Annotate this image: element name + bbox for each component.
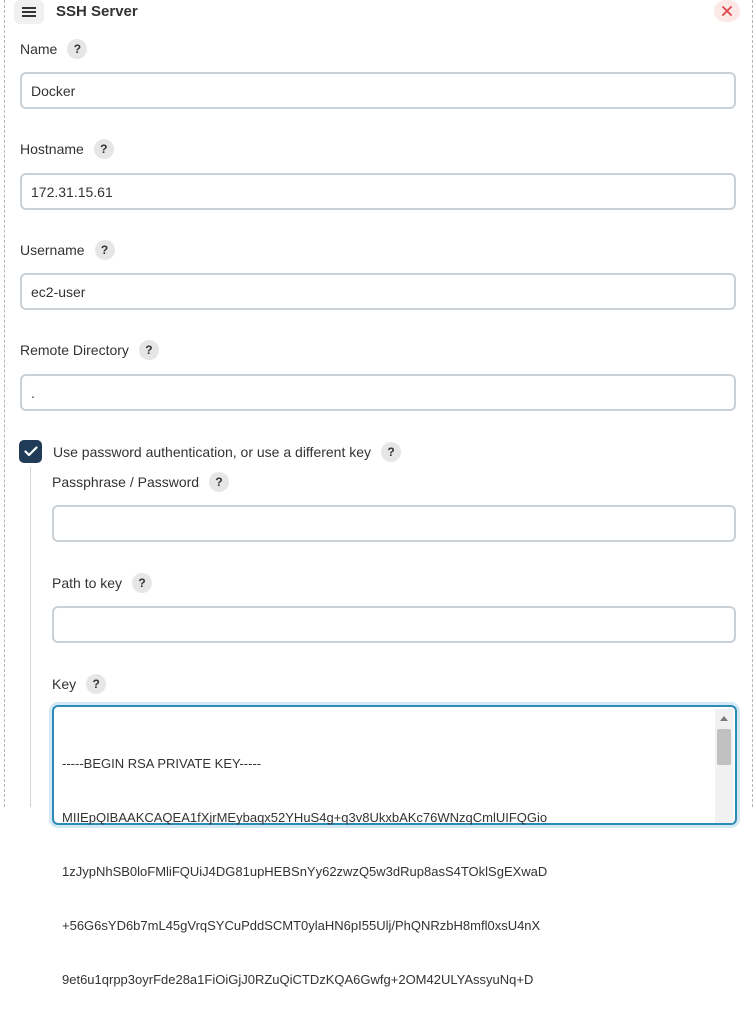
key-help-button[interactable]: ?	[86, 674, 106, 694]
path-to-key-input[interactable]	[52, 606, 736, 643]
hostname-label	[20, 139, 114, 159]
remote-directory-input[interactable]	[20, 374, 736, 411]
username-label-text: Username	[20, 242, 85, 258]
passphrase-label	[52, 472, 229, 492]
key-line: +56G6sYD6b7mL45gVrqSYCuPddSCMT0ylaHN6pI55Ulj/PhQNRzbH8mfl0xsU4nX	[62, 918, 541, 933]
key-line: -----BEGIN RSA PRIVATE KEY-----	[62, 756, 262, 771]
checkmark-icon	[24, 446, 38, 457]
key-line: 1zJypNhSB0loFMliFQUiJ4DG81upHEBSnYy62zwzQ5w3dRup8asS4TOklSgEXwaD	[62, 864, 548, 879]
path-to-key-label-text: Path to key	[52, 575, 123, 591]
username-label	[20, 240, 115, 260]
section-border-right	[752, 0, 753, 807]
nested-options-guide-line	[30, 467, 31, 807]
section-title: SSH Server	[56, 3, 138, 20]
passphrase-input[interactable]	[52, 505, 736, 542]
passphrase-label-text: Passphrase / Password	[52, 474, 200, 490]
key-line: 9et6u1qrpp3oyrFde28a1FiOiGjJ0RZuQiCTDzKQA6Gwfg+2OM42ULYAssyuNq+D	[62, 972, 534, 987]
use-password-auth-label-text[interactable]: Use password authentication, or use a different key	[53, 444, 372, 460]
remote-directory-label-text: Remote Directory	[20, 342, 129, 358]
key-label	[52, 674, 106, 694]
hostname-input-value: 172.31.15.61	[31, 183, 113, 200]
scroll-up-button[interactable]	[715, 713, 733, 723]
caret-up-icon	[720, 716, 728, 721]
key-line: MIIEpQIBAAKCAQEA1fXjrMEybaqx52YHuS4g+q3v8UkxbAKc76WNzqCmlUIFQGio	[62, 810, 548, 825]
username-input-value: ec2-user	[31, 283, 86, 300]
name-input-value: Docker	[31, 82, 76, 99]
path-to-key-help-button[interactable]: ?	[132, 573, 152, 593]
menu-icon	[21, 6, 37, 18]
hostname-label-text: Hostname	[20, 141, 84, 157]
name-label-text: Name	[20, 41, 58, 57]
use-password-auth-label	[53, 442, 401, 462]
close-icon	[722, 6, 732, 16]
section-border-left	[4, 0, 5, 807]
remote-directory-help-button[interactable]: ?	[139, 340, 159, 360]
username-help-button[interactable]: ?	[95, 240, 115, 260]
hostname-input[interactable]	[20, 173, 736, 210]
name-label	[20, 39, 87, 59]
key-label-text: Key	[52, 676, 77, 692]
remote-directory-input-value: .	[31, 384, 35, 401]
remote-directory-label	[20, 340, 159, 360]
path-to-key-label	[52, 573, 152, 593]
use-password-auth-help-button[interactable]: ?	[381, 442, 401, 462]
use-password-auth-checkbox[interactable]	[19, 440, 42, 463]
key-scrollbar[interactable]	[715, 709, 733, 823]
drag-handle-button[interactable]	[14, 0, 44, 24]
key-textarea-content	[62, 719, 711, 1025]
hostname-help-button[interactable]: ?	[94, 139, 114, 159]
key-textarea[interactable]	[52, 705, 737, 987]
scrollbar-thumb[interactable]	[717, 729, 731, 765]
name-input[interactable]	[20, 72, 736, 109]
delete-section-button[interactable]	[714, 0, 740, 22]
passphrase-help-button[interactable]: ?	[209, 472, 229, 492]
name-help-button[interactable]: ?	[67, 39, 87, 59]
username-input[interactable]	[20, 273, 736, 310]
